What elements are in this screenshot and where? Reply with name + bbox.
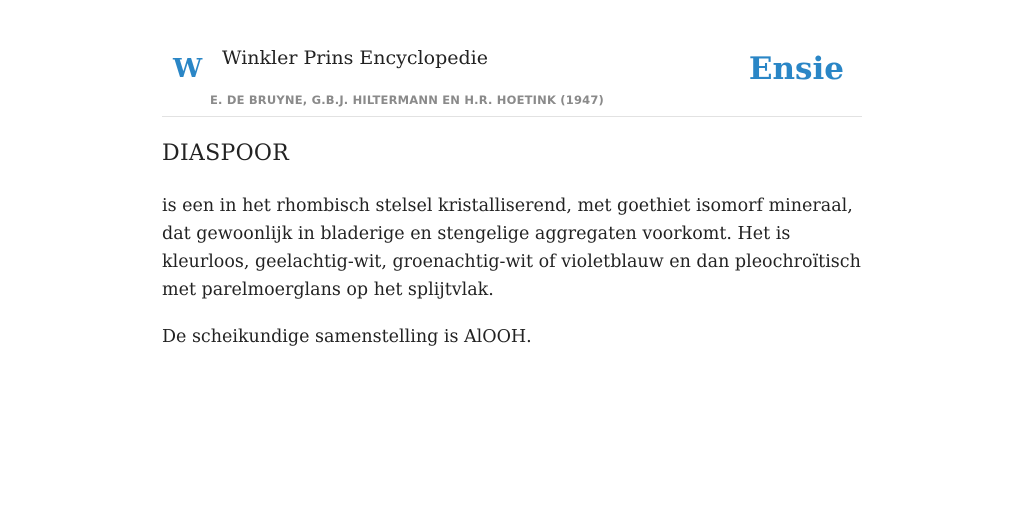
brand-logo[interactable]: Ensie [748,51,844,87]
source-title[interactable]: Winkler Prins Encyclopedie [222,47,488,69]
source-authors: E. DE BRUYNE, G.B.J. HILTERMANN EN H.R. HOETINK (1947) [210,93,605,107]
source-header [162,30,862,117]
entry-paragraph: is een in het rhombisch stelsel kristalliserend, met goethiet isomorf mineraal, dat gewoonlijk in bladerige en stengelige aggregaten voorkomt. Het is kleurloos, geelachtig-wit, groenachtig-wit of violetblauw en dan pleochroïtisch met parelmoerglans op het splijtvlak. [162,196,861,300]
entry-title: DIASPOOR [162,141,290,166]
entry-body [162,192,862,370]
source-logo[interactable]: W [173,54,203,84]
entry-paragraph: De scheikundige samenstelling is AlOOH. [162,327,532,347]
